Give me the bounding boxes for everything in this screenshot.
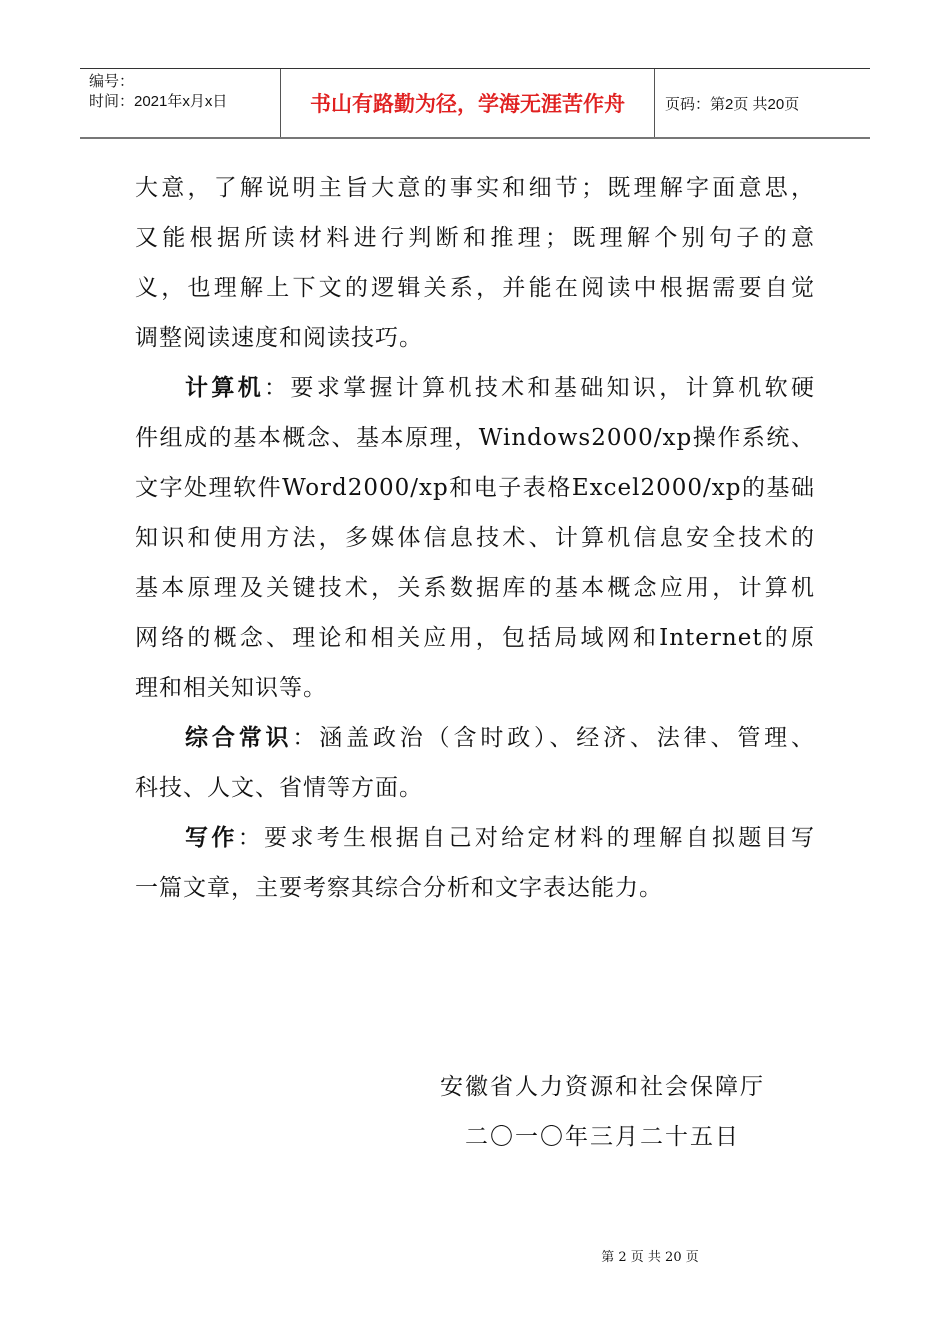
text-line: 基本原理及关键技术，关系数据库的基本概念应用，计算机 [135, 575, 815, 601]
text-line: 件组成的基本概念、基本原理，Windows2000/xp操作系统、 [135, 425, 815, 451]
text-line: 科技、人文、省情等方面。 [135, 775, 423, 801]
signature-org: 安徽省人力资源和社会保障厅 [440, 1074, 765, 1100]
text-line: 理和相关知识等。 [135, 675, 327, 701]
text-line: 网络的概念、理论和相关应用，包括局域网和Internet的原 [135, 625, 815, 651]
text-line: 义，也理解上下文的逻辑关系，并能在阅读中根据需要自觉 [135, 275, 815, 301]
page-footer: 第 2 页 共 20 页 [601, 1250, 699, 1265]
section-label: 计算机 [185, 375, 265, 401]
page-header [80, 68, 870, 139]
text-line [185, 713, 815, 763]
text-line [185, 813, 815, 863]
text-line: 又能根据所读材料进行判断和推理；既理解个别句子的意 [135, 225, 815, 251]
text-line: 大意，了解说明主旨大意的事实和细节；既理解字面意思， [135, 175, 815, 201]
section-label: 写作 [185, 825, 238, 851]
header-meta [80, 69, 281, 137]
signature-date: 二〇一〇年三月二十五日 [465, 1124, 740, 1150]
header-page-info: 页码：第2页 共20页 [665, 95, 800, 113]
time-label: 时间：2021年x月x日 [89, 93, 228, 110]
header-motto: 书山有路勤为径，学海无涯苦作舟 [281, 69, 655, 137]
text-line: 知识和使用方法，多媒体信息技术、计算机信息安全技术的 [135, 525, 815, 551]
text-span: ：要求掌握计算机技术和基础知识，计算机软硬 [264, 375, 816, 401]
text-line: 一篇文章，主要考察其综合分析和文字表达能力。 [135, 875, 663, 901]
number-label: 编号： [89, 73, 135, 90]
text-line: 调整阅读速度和阅读技巧。 [135, 325, 423, 351]
text-span: ：要求考生根据自己对给定材料的理解自拟题目写 [237, 825, 816, 851]
text-line [185, 363, 815, 413]
text-line: 文字处理软件Word2000/xp和电子表格Excel2000/xp的基础 [135, 475, 815, 501]
section-label: 综合常识 [185, 725, 293, 751]
text-span: ：涵盖政治（含时政）、经济、法律、管理、 [292, 725, 816, 751]
